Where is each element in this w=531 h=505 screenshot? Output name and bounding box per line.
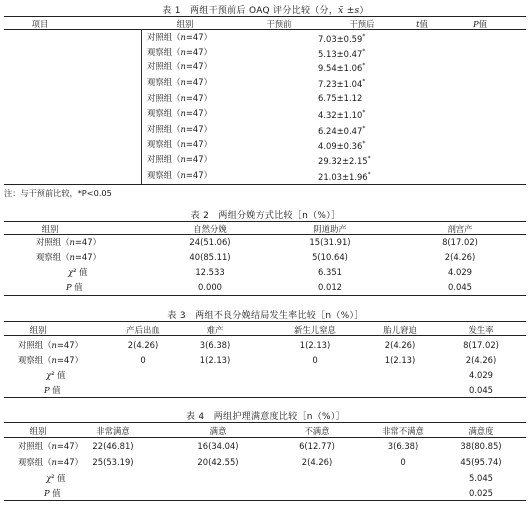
t3-cell: 8(17.02) xyxy=(463,340,499,350)
t4-header-cell: 满意度 xyxy=(468,426,494,436)
t3-row-label: 观察组（n=47） xyxy=(18,355,83,365)
t2-row-label: 观察组（n=47） xyxy=(36,252,101,262)
t4-row-label: 对照组（n=47） xyxy=(18,441,83,451)
significance-marker: * xyxy=(362,33,366,40)
t4-header-cell: 非常不满意 xyxy=(382,426,424,436)
t4-cell: 22(46.81) xyxy=(92,441,134,451)
sample-size: n=47 xyxy=(180,108,204,118)
sample-size: n=47 xyxy=(180,93,204,103)
t3-header-cell: 产后出血 xyxy=(126,325,160,335)
table4-bottom-rule xyxy=(4,500,526,501)
t3-header-cell: 发生率 xyxy=(468,325,494,335)
table3-header-rule xyxy=(4,335,526,336)
t4-cell: 16(34.04) xyxy=(197,441,239,451)
table1-post-cell: 7.23±1.04* xyxy=(318,78,366,89)
t4-row-label: P 值 xyxy=(44,488,61,498)
table1-note: 注：与干预前比较，*P<0.05 xyxy=(4,188,112,198)
t3-row-label: χ² 值 xyxy=(46,370,66,380)
table1-group-cell: 观察组（n=47） xyxy=(147,170,212,180)
table1-bottom-rule xyxy=(4,184,526,185)
table1-header-cell: 项目 xyxy=(31,19,49,29)
t3-cell: 0.045 xyxy=(469,385,493,395)
sample-size: n=47 xyxy=(180,77,204,87)
t2-header-cell: 自然分娩 xyxy=(193,224,227,234)
t3-cell: 1(2.13) xyxy=(299,340,331,350)
table1-post-cell: 5.13±0.47* xyxy=(318,48,366,59)
t3-cell: 1(2.13) xyxy=(384,355,416,365)
table1-header-cell: 干预后 xyxy=(349,19,375,29)
table1-group-cell: 对照组（n=47） xyxy=(147,154,212,164)
t2-cell: 40(85.11) xyxy=(189,252,231,262)
t2-row-label: P 值 xyxy=(66,282,83,292)
t3-cell: 0 xyxy=(312,355,318,365)
t3-header-cell: 新生儿窒息 xyxy=(294,325,336,335)
significance-marker: * xyxy=(362,140,366,147)
t2-cell: 15(31.91) xyxy=(309,237,351,247)
t3-header-cell: 难产 xyxy=(206,325,224,335)
t3-cell: 2(4.26) xyxy=(127,340,159,350)
table1-post-cell: 4.09±0.36* xyxy=(318,140,366,151)
sample-size: n=47 xyxy=(180,170,204,180)
t3-header-cell: 胎儿窘迫 xyxy=(383,325,417,335)
t4-cell: 2(4.26) xyxy=(301,457,333,467)
t2-cell: 12.533 xyxy=(195,267,225,277)
table1-post-cell: 6.75±1.12 xyxy=(318,93,363,103)
note-symbol: *P<0.05 xyxy=(77,188,112,198)
t2-cell: 8(17.02) xyxy=(442,237,478,247)
t4-cell: 0.025 xyxy=(469,488,493,498)
table3-bottom-rule xyxy=(4,397,526,398)
t4-cell: 25(53.19) xyxy=(92,457,134,467)
table1-group-cell: 观察组（n=47） xyxy=(147,139,212,149)
sample-size: n=47 xyxy=(180,154,204,164)
table1-group-cell: 观察组（n=47） xyxy=(147,47,212,57)
t2-row-label: 对照组（n=47） xyxy=(36,237,101,247)
t4-cell: 6(12.77) xyxy=(299,441,335,451)
t2-cell: 0.045 xyxy=(448,282,472,292)
t4-cell: 38(80.85) xyxy=(460,441,502,451)
table1-post-cell: 6.24±0.47* xyxy=(318,125,366,136)
t3-cell: 4.029 xyxy=(469,370,493,380)
table1-top-rule xyxy=(4,16,526,17)
t3-row-label: P 值 xyxy=(44,385,61,395)
table1-group-cell: 对照组（n=47） xyxy=(147,61,212,71)
table2-caption: 表 2 两组分娩方式比较［n（%）］ xyxy=(190,211,341,221)
significance-marker: * xyxy=(362,125,366,132)
t4-header-cell: 满意 xyxy=(209,426,227,436)
table1-header-cell: 组别 xyxy=(176,19,194,29)
t2-cell: 24(51.06) xyxy=(189,237,231,247)
t4-cell: 0 xyxy=(400,457,406,467)
table2-bottom-rule xyxy=(4,295,526,296)
t3-header-cell: 组别 xyxy=(29,325,47,335)
sample-size: n=47 xyxy=(180,139,204,149)
t4-cell: 20(42.55) xyxy=(197,457,239,467)
t4-header-cell: 不满意 xyxy=(304,426,330,436)
t2-cell: 0.000 xyxy=(198,282,222,292)
table1-post-cell: 21.03±1.96* xyxy=(318,171,371,182)
t4-row-label: χ² 值 xyxy=(46,473,66,483)
t4-header-cell: 非常满意 xyxy=(96,426,130,436)
t4-row-label: 观察组（n=47） xyxy=(18,457,83,467)
table1-group-cell: 观察组（n=47） xyxy=(147,77,212,87)
table1-post-cell: 29.32±2.15* xyxy=(318,155,371,166)
t4-header-cell: 组别 xyxy=(29,426,47,436)
table1-group-cell: 对照组（n=47） xyxy=(147,93,212,103)
t3-cell: 1(2.13) xyxy=(199,355,231,365)
significance-marker: * xyxy=(367,171,371,178)
significance-marker: * xyxy=(362,48,366,55)
t2-cell: 5(10.64) xyxy=(312,252,348,262)
t2-cell: 2(4.26) xyxy=(444,252,476,262)
sample-size: n=47 xyxy=(180,124,204,134)
t2-header-cell: 剖宫产 xyxy=(447,224,473,234)
table2-header-rule xyxy=(4,234,526,235)
t3-row-label: 对照组（n=47） xyxy=(18,340,83,350)
table1-post-cell: 9.54±1.06* xyxy=(318,62,366,73)
table1-header-cell: t值 xyxy=(416,19,428,29)
t2-cell: 6.351 xyxy=(318,267,342,277)
t2-header-cell: 组别 xyxy=(41,224,59,234)
t3-cell: 2(4.26) xyxy=(465,355,497,365)
table1-divider xyxy=(141,29,142,184)
significance-marker: * xyxy=(362,109,366,116)
t2-cell: 4.029 xyxy=(448,267,472,277)
t3-cell: 2(4.26) xyxy=(384,340,416,350)
t2-row-label: χ² 值 xyxy=(68,267,88,277)
sample-size: n=47 xyxy=(180,32,204,42)
table1-group-cell: 对照组（n=47） xyxy=(147,124,212,134)
table4-top-rule xyxy=(4,422,526,423)
table1-caption: 表 1 两组干预前后 OAQ 评分比较（分，x̄ ±s） xyxy=(162,6,369,16)
sample-size: n=47 xyxy=(180,47,204,57)
table1-header-cell: P值 xyxy=(472,19,487,29)
t2-cell: 0.012 xyxy=(318,282,342,292)
table4-caption: 表 4 两组护理满意度比较［n（%）］ xyxy=(185,412,346,422)
table1-header-cell: 干预前 xyxy=(266,19,292,29)
t4-cell: 5.045 xyxy=(469,473,493,483)
table4-header-rule xyxy=(4,437,526,438)
table1-group-cell: 对照组（n=47） xyxy=(147,32,212,42)
table3-top-rule xyxy=(4,321,526,322)
significance-marker: * xyxy=(362,62,366,69)
table1-header-rule xyxy=(4,29,526,30)
table2-top-rule xyxy=(4,221,526,222)
significance-marker: * xyxy=(367,155,371,162)
t4-cell: 3(6.38) xyxy=(387,441,419,451)
sample-size: n=47 xyxy=(180,61,204,71)
table1-group-cell: 观察组（n=47） xyxy=(147,108,212,118)
table3-caption: 表 3 两组不良分娩结局发生率比较［n（%）］ xyxy=(167,311,364,321)
t4-cell: 45(95.74) xyxy=(460,457,502,467)
table1-post-cell: 4.32±1.10* xyxy=(318,109,366,120)
significance-marker: * xyxy=(362,78,366,85)
table1-post-cell: 7.03±0.59* xyxy=(318,33,366,44)
t2-header-cell: 阴道助产 xyxy=(313,224,347,234)
t3-cell: 0 xyxy=(140,355,146,365)
t3-cell: 3(6.38) xyxy=(199,340,231,350)
